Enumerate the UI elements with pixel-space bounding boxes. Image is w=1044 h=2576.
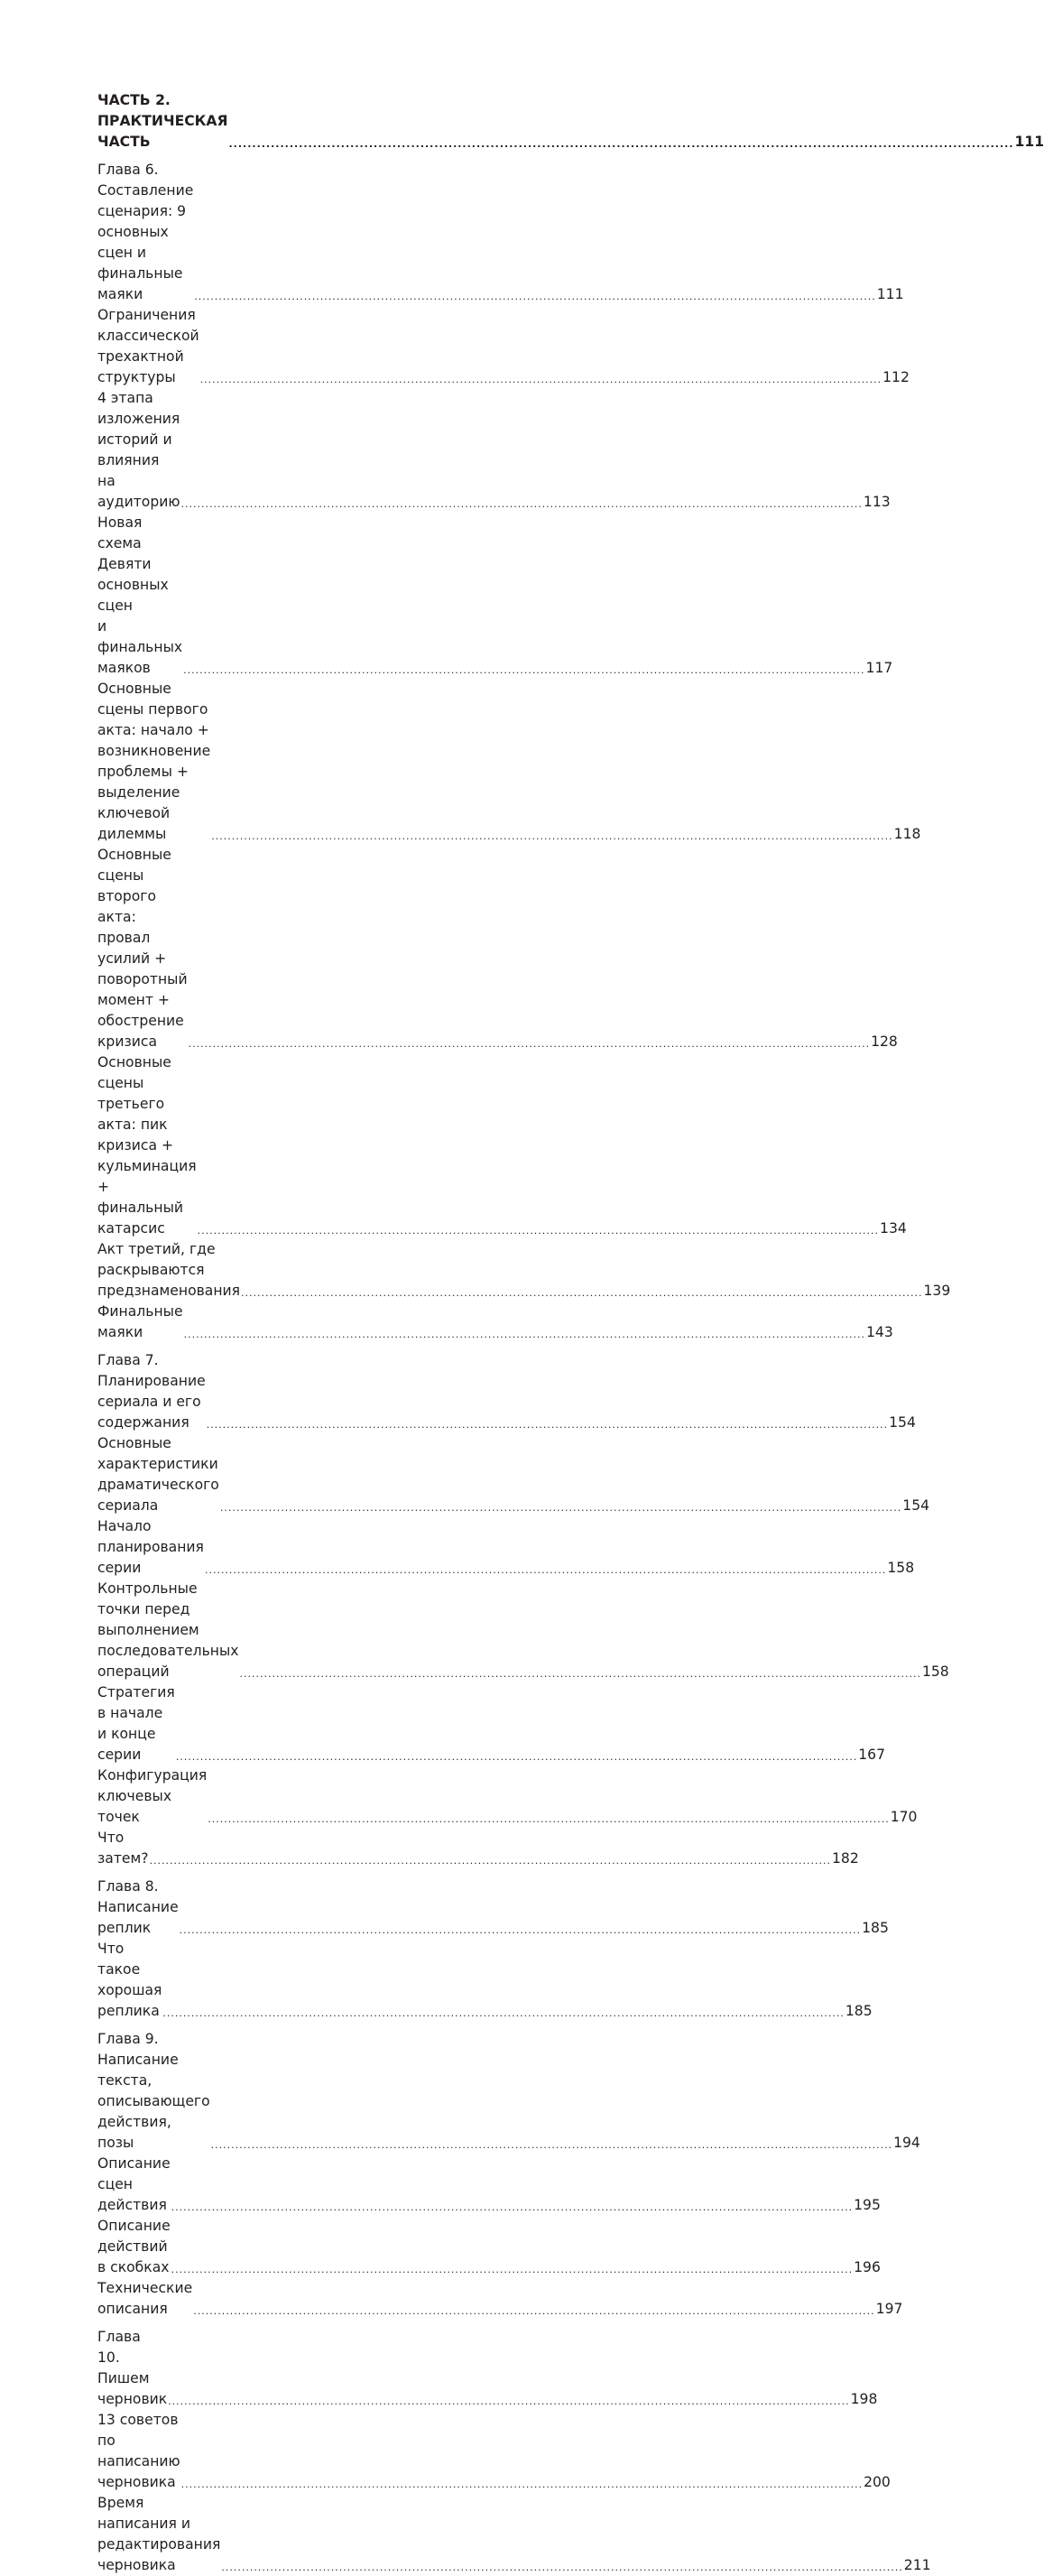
entry-title — [97, 1302, 183, 1343]
entry-title-line: Конфигурация ключевых точек — [97, 1767, 208, 1825]
entry-page-number: 111 — [876, 286, 904, 302]
entry-title-line: Контрольные точки перед выполнением — [97, 1580, 199, 1638]
dot-leader — [175, 1749, 858, 1765]
entry-title-line: кульминация + финальный катарсис — [97, 1158, 197, 1237]
entry-title-line: ключевой дилеммы — [97, 805, 171, 842]
section-entry — [97, 1516, 915, 1579]
entry-title-line: Описание сцен действия — [97, 2155, 171, 2213]
entry-title-line: поворотный момент + обострение кризиса — [97, 971, 188, 1050]
entry-title-line: Глава 6. Составление сценария: 9 основных — [97, 162, 194, 240]
entry-title-line: 13 советов по написанию черновика — [97, 2412, 180, 2490]
dot-leader — [171, 2262, 854, 2278]
entry-page-number: 134 — [880, 1220, 907, 1237]
entry-title — [97, 1828, 149, 1869]
dot-leader — [199, 372, 882, 388]
section-entry — [97, 1239, 951, 1302]
section-entry — [97, 1828, 859, 1869]
entry-title — [97, 2029, 210, 2154]
section-entry — [97, 2154, 881, 2216]
entry-title — [97, 1579, 239, 1682]
entry-title — [97, 1516, 204, 1579]
entry-page-number: 185 — [862, 1920, 889, 1936]
entry-page-number: 117 — [865, 660, 893, 676]
entry-page-number: 112 — [882, 369, 910, 385]
dot-leader — [149, 1853, 832, 1869]
chapter-group — [97, 1350, 949, 1869]
entry-title — [97, 1239, 240, 1302]
entry-title-line: Глава 10. Пишем черновик — [97, 2329, 168, 2407]
section-entry — [97, 1939, 873, 2022]
entry-title-line: Акт третий, где раскрываются предзнаменования — [97, 1241, 241, 1299]
chapter-group — [97, 1876, 889, 2022]
dot-leader — [210, 2137, 893, 2154]
entry-title — [97, 845, 188, 1052]
entry-title-line: 4 этапа изложения историй и влияния — [97, 390, 180, 468]
entry-title-line: Основные сцены второго акта: провал усилий + — [97, 847, 171, 967]
dot-leader — [180, 2477, 864, 2493]
entry-title — [97, 388, 180, 513]
entry-page-number: 194 — [893, 2135, 920, 2151]
dot-leader — [162, 2006, 845, 2022]
chapter-entry — [97, 1350, 916, 1433]
entry-title — [97, 305, 199, 388]
part-page-number: 111 — [1014, 134, 1044, 150]
entry-page-number: 154 — [889, 1414, 916, 1431]
entry-page-number: 113 — [863, 494, 891, 510]
dot-leader — [219, 1500, 902, 1516]
entry-title-line: действия, позы — [97, 2114, 171, 2151]
section-entry — [97, 845, 898, 1052]
dot-leader — [197, 1223, 880, 1239]
dot-leader — [188, 1036, 871, 1052]
entry-page-number: 158 — [921, 1663, 949, 1680]
entry-title — [97, 2410, 180, 2493]
dot-leader — [179, 1923, 862, 1939]
entry-page-number: 185 — [845, 2003, 873, 2019]
section-entry — [97, 305, 910, 388]
entry-page-number: 128 — [871, 1033, 898, 1050]
entry-page-number: 197 — [875, 2301, 903, 2317]
entry-title — [97, 160, 193, 305]
chapter-entry — [97, 2029, 920, 2154]
section-entry — [97, 1765, 918, 1828]
entry-title-line: Основные сцены третьего акта: пик кризиса + — [97, 1054, 174, 1154]
dot-leader — [167, 2394, 850, 2410]
entry-title-line: сериала — [97, 1497, 159, 1514]
entry-title — [97, 679, 210, 845]
dot-leader — [206, 1417, 889, 1433]
section-entry — [97, 1433, 930, 1516]
section-entry — [97, 388, 891, 513]
entry-page-number: 196 — [854, 2259, 881, 2275]
section-entry — [97, 513, 893, 679]
dot-leader — [180, 496, 863, 513]
entry-title-line: Описание действий в скобках — [97, 2218, 171, 2275]
dot-leader — [207, 1812, 890, 1828]
dot-leader — [210, 829, 893, 845]
entry-title-line: Что затем? — [97, 1830, 149, 1867]
chapter-group — [97, 2029, 920, 2320]
chapter-list — [97, 160, 951, 2576]
dot-leader — [240, 1285, 923, 1302]
entry-title — [97, 1052, 197, 1239]
section-entry — [97, 2410, 891, 2493]
section-entry — [97, 2216, 881, 2278]
dot-leader — [192, 2303, 875, 2320]
entry-title-line: последовательных операций — [97, 1643, 239, 1680]
entry-title — [97, 2278, 192, 2320]
chapter-group — [97, 160, 951, 1343]
entry-page-number: 139 — [923, 1283, 951, 1299]
section-entry — [97, 2278, 903, 2320]
entry-page-number: 143 — [866, 1324, 893, 1340]
section-entry — [97, 679, 921, 845]
entry-title-line: Стратегия в начале и конце серии — [97, 1684, 175, 1763]
entry-title-line: Что такое хорошая реплика — [97, 1941, 162, 2019]
section-entry — [97, 1302, 893, 1343]
dot-leader — [204, 1562, 887, 1579]
entry-title-line: Ограничения классической трехактной структуры — [97, 307, 199, 385]
entry-title — [97, 1876, 179, 1939]
entry-page-number: 200 — [864, 2474, 891, 2490]
part-heading — [97, 90, 1044, 153]
entry-title-line: Глава 9. Написание текста, описывающего — [97, 2031, 210, 2109]
entry-page-number: 118 — [893, 826, 921, 842]
dot-leader — [220, 2560, 903, 2576]
entry-title-line: Технические описания — [97, 2280, 193, 2317]
entry-title — [97, 1682, 175, 1765]
entry-page-number: 198 — [850, 2391, 878, 2407]
entry-page-number: 195 — [854, 2197, 881, 2213]
entry-title-line: сцен и финальные маяки — [97, 245, 183, 302]
entry-title-line: возникновение проблемы + выделение — [97, 743, 211, 801]
entry-page-number: 182 — [832, 1850, 859, 1867]
entry-title-line: и финальных маяков — [97, 618, 183, 676]
entry-title-line: на аудиторию — [97, 473, 180, 510]
entry-title-line: Начало планирования серии — [97, 1518, 204, 1576]
entry-page-number: 154 — [902, 1497, 930, 1514]
chapter-entry — [97, 2327, 878, 2410]
dot-leader — [193, 289, 876, 305]
entry-title-line: Основные характеристики драматического — [97, 1435, 219, 1493]
chapter-group — [97, 2327, 931, 2576]
entry-page-number: 170 — [890, 1809, 918, 1825]
entry-title-line: Основные сцены первого акта: начало + — [97, 681, 209, 738]
entry-title — [97, 1765, 207, 1828]
entry-title — [97, 1939, 162, 2022]
dot-leader — [182, 663, 865, 679]
section-entry — [97, 2493, 931, 2576]
part-title: ЧАСТЬ 2. ПРАКТИЧЕСКАЯ ЧАСТЬ — [97, 92, 228, 150]
section-entry — [97, 1579, 949, 1682]
entry-title-line: Новая схема Девяти основных сцен — [97, 514, 169, 614]
dot-leader — [228, 136, 1015, 153]
dot-leader — [239, 1666, 922, 1682]
entry-title-line: Время написания и редактирования черновика — [97, 2495, 221, 2573]
entry-title — [97, 513, 182, 679]
entry-title — [97, 1350, 206, 1433]
section-entry — [97, 1682, 886, 1765]
entry-title — [97, 2216, 171, 2278]
entry-page-number: 211 — [903, 2557, 931, 2573]
chapter-entry — [97, 1876, 889, 1939]
table-of-contents — [97, 90, 1044, 2576]
entry-title — [97, 2327, 167, 2410]
dot-leader — [171, 2200, 854, 2216]
entry-title — [97, 2493, 220, 2576]
entry-title-line: Глава 8. Написание реплик — [97, 1878, 179, 1936]
section-entry — [97, 1052, 907, 1239]
entry-title-line: Финальные маяки — [97, 1303, 183, 1340]
entry-page-number: 158 — [887, 1560, 915, 1576]
entry-title — [97, 1433, 219, 1516]
entry-title — [97, 2154, 171, 2216]
entry-page-number: 167 — [858, 1747, 886, 1763]
dot-leader — [183, 1327, 866, 1343]
chapter-entry — [97, 160, 904, 305]
entry-title-line: Глава 7. Планирование сериала и его содержания — [97, 1352, 206, 1431]
